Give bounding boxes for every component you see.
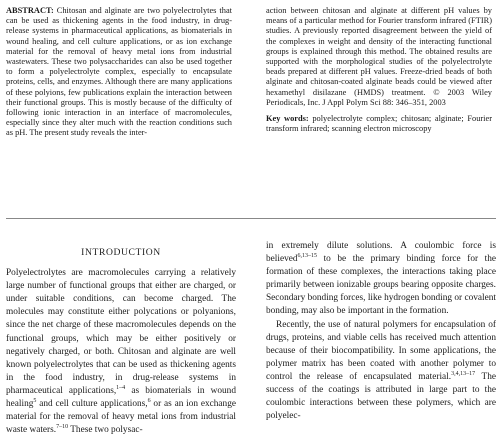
abstract-paragraph [6,6,232,139]
section-heading-introduction: INTRODUCTION [81,247,161,258]
citation: 1–4 [116,384,126,391]
citation: 6 [147,398,151,405]
abstract-text-right: action between chitosan and alginate at different pH values by means of a particular method for Fourier transform infrared (FTIR) studies. A previously reported disagreement between the yield of the complexes in weight and density of the interacting functional groups is explained through this method. The obtained results are supported with the morphological studies of the polyelectrolyte beads prepared at different pH values. Freeze-dried beads of both alginate and chitosan-coated alginate beads could be viewed after hexamethyl disilazane (HMDS) treatment. © 2003 Wiley Periodicals, Inc. J Appl Polym Sci 88: 346–351, 2003 [266,6,492,107]
citation: 7–10 [56,424,69,431]
citation: 6,13–15 [297,253,317,260]
intro-paragraph-continued: in extremely dilute solutions. A coulombic force is believed$^{6,13-15}$ to be the primary binding force for the formation of these complexes, the interactions taking place primarily between ionizable groups bearing opposite charges. Secondary bonding forces, like hydrogen bonding or covalent bonding, may also be important in the formation. [266,241,496,317]
keywords-label: Key words: [266,114,309,124]
citation: 3,4,13–17 [451,370,476,377]
abstract-right-column [266,6,492,134]
abstract-text-left: Chitosan and alginate are two polyelectrolytes that can be used as thickening agents in the food industry, in drug-release systems in pharmaceutical applications, as biomaterials in wound healing, and cell culture applications, or as ion exchange material for the removal of heavy metal ions from industrial wastewaters. These two polysaccharides can also be used together to form a polyelectrolyte complex, especially to encapsulate proteins, cells, and enzymes. Although there are many applications of these polyions, few publications explain the interaction between their functional groups. This is mostly because of the difficulty of following ionic interaction in an interface of macromolecules, especially since they alter much with the reaction conditions such as pH. The present study reveals the inter- [6,6,232,138]
abstract-left-column [6,6,232,139]
body-left-column [6,246,236,437]
intro-paragraph-2: Recently, the use of natural polymers for encapsulation of drugs, proteins, and viable cells has received much attention because of their biocompatibility. In some applications, the polymer matrix has been coated with another polymer to control the release of encapsulated material.$^{3,4,13-17}$ The success of the coatings is attributed in large part to the coulombic interactions between these polymers, which are polyelec- [266,319,496,422]
abstract-label: ABSTRACT: [6,6,54,15]
citation: 5 [33,398,37,405]
section-divider [6,218,496,219]
body-right-column [266,240,496,423]
intro-paragraph-1: Polyelectrolytes are macromolecules carrying a relatively large number of functional groups that either are charged, or under suitable conditions, can become charged. The molecules may constitute either polycations or polyanions, since the net charge of these macromolecules depends on the functional groups, which may be either positively or negatively charged, or both. Chitosan and alginate are well known polyelectrolytes that can be used as thickening agents in the food industry, in drug-release systems in pharmaceutical applications,$^{1-4}$ as biomaterials in wound healing$^5$ and cell culture applications,$^6$ or as an ion exchange material for the removal of heavy metal ions from industrial waste waters.$^{7-10}$ These two polysac- [6,268,236,436]
keywords [266,114,492,134]
keywords-text: polyelectrolyte complex; chitosan; alginate; Fourier transform infrared; scanning electron microscopy [266,114,493,134]
